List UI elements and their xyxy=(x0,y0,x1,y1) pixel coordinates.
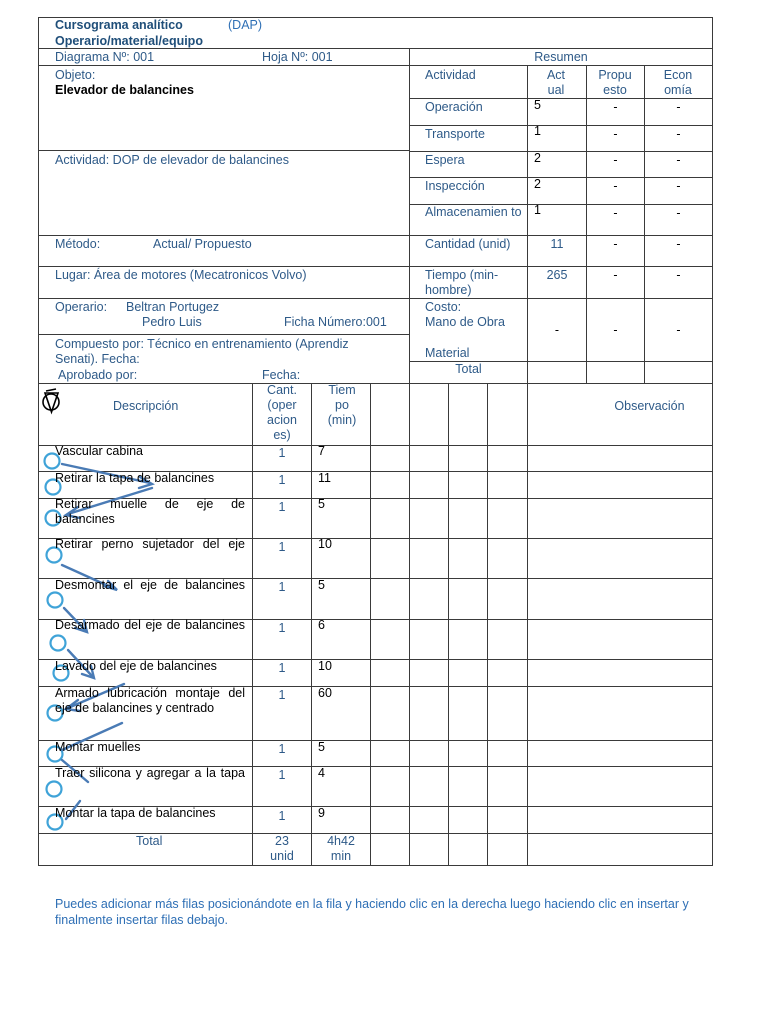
summary-row-actual: 2 xyxy=(534,177,541,191)
step-quantity: 1 xyxy=(278,742,286,756)
ficha-number: Ficha Número:001 xyxy=(284,315,387,329)
mano-obra-label: Mano de Obra xyxy=(425,315,505,329)
total-quantity: 23 unid xyxy=(270,834,294,863)
step-description: Lavado del eje de balancines xyxy=(55,659,217,673)
step-description: Retirar muelle de eje de balancines xyxy=(55,497,245,526)
operation-circle-icon xyxy=(48,593,63,608)
total-time: 4h42 min xyxy=(327,834,355,863)
summary-col-actual: Act ual xyxy=(546,68,566,97)
step-time: 5 xyxy=(318,497,325,511)
summary-row-actual: 5 xyxy=(534,98,541,112)
operario-name-1: Beltran Portugez xyxy=(126,300,220,314)
objeto-value: Elevador de balancines xyxy=(55,83,194,97)
compuesto-line-1: Compuesto por: Técnico en entrenamiento (Aprendiz xyxy=(55,337,349,351)
step-time: 60 xyxy=(318,686,332,700)
summary-row-propuesto: - xyxy=(613,100,618,114)
step-quantity: 1 xyxy=(278,473,286,487)
step-time: 4 xyxy=(318,766,325,780)
summary-col-propuesto: Propu esto xyxy=(598,68,632,97)
summary-row-propuesto: - xyxy=(613,153,618,167)
col-observacion: Observación xyxy=(614,399,685,413)
metodo-label: Método: xyxy=(55,237,101,251)
step-quantity: 1 xyxy=(278,540,286,554)
summary-heading: Resumen xyxy=(534,50,588,64)
step-time: 7 xyxy=(318,444,325,458)
summary-row-name: Espera xyxy=(425,153,465,167)
step-quantity: 1 xyxy=(278,768,286,782)
col-tiempo: Tiem po (min) xyxy=(327,383,357,427)
material-label: Material xyxy=(425,346,470,360)
summary-row-name: Inspección xyxy=(425,179,485,193)
operario-name-2: Pedro Luis xyxy=(142,315,202,329)
step-time: 10 xyxy=(318,537,332,551)
metodo-value: Actual/ Propuesto xyxy=(153,237,252,251)
step-time: 9 xyxy=(318,806,325,820)
step-quantity: 1 xyxy=(278,500,286,514)
summary-row-actual: 1 xyxy=(534,203,541,217)
step-quantity: 1 xyxy=(278,621,286,635)
summary-row-name: Tiempo (min-hombre) xyxy=(425,268,499,297)
step-description: Armado lubricación montaje del eje de balancines y centrado xyxy=(55,686,245,715)
summary-row-actual: 1 xyxy=(534,124,541,138)
step-description: Desarmado del eje de balancines xyxy=(55,618,245,632)
summary-row-actual: 2 xyxy=(534,151,541,165)
document-title-tag: (DAP) xyxy=(228,18,263,32)
step-description: Montar la tapa de balancines xyxy=(55,806,216,820)
step-description: Retirar perno sujetador del eje xyxy=(55,537,245,551)
step-description: Traer silicona y agregar a la tapa xyxy=(55,766,245,780)
summary-col-actividad: Actividad xyxy=(425,68,476,82)
col-cantidad: Cant. (oper acion es) xyxy=(267,383,297,442)
step-description: Montar muelles xyxy=(55,740,141,754)
step-quantity: 1 xyxy=(278,661,286,675)
summary-row-economia: - xyxy=(676,127,681,141)
aprobado-label: Aprobado por: xyxy=(58,368,138,382)
summary-row-propuesto: - xyxy=(613,268,618,282)
costo-economia: - xyxy=(676,323,681,337)
step-time: 5 xyxy=(318,740,325,754)
summary-row-name: Cantidad (unid) xyxy=(425,237,511,251)
step-time: 6 xyxy=(318,618,325,632)
total-label: Total xyxy=(136,834,163,848)
step-time: 5 xyxy=(318,578,325,592)
step-time: 10 xyxy=(318,659,332,673)
step-quantity: 1 xyxy=(278,580,286,594)
summary-row-propuesto: - xyxy=(613,237,618,251)
fecha-label: Fecha: xyxy=(262,368,301,382)
step-quantity: 1 xyxy=(278,446,286,460)
objeto-label: Objeto: xyxy=(55,68,96,82)
col-descripcion: Descripción xyxy=(113,399,179,413)
operario-label: Operario: xyxy=(55,300,108,314)
step-description: Vascular cabina xyxy=(55,444,144,458)
sheet-number: Hoja Nº: 001 xyxy=(262,50,333,64)
instruction-note: Puedes adicionar más filas posicionándote en la fila y haciendo clic en la derecha luego haciendo clic en insertar y finalmente insertar filas debajo. xyxy=(55,897,689,927)
lugar-field: Lugar: Área de motores (Mecatronicos Volvo) xyxy=(55,268,307,282)
step-quantity: 1 xyxy=(278,809,286,823)
operation-inspection-symbol-icon xyxy=(43,389,59,412)
summary-total-label: Total xyxy=(455,362,482,376)
costo-propuesto: - xyxy=(613,323,618,337)
summary-row-propuesto: - xyxy=(613,179,618,193)
summary-row-name: Operación xyxy=(425,100,483,114)
compuesto-line-2: Senati). Fecha: xyxy=(55,352,140,366)
summary-row-propuesto: - xyxy=(613,127,618,141)
actividad-field: Actividad: DOP de elevador de balancines xyxy=(55,153,289,167)
summary-row-actual: 11 xyxy=(550,237,564,251)
summary-row-name: Transporte xyxy=(425,127,485,141)
costo-label: Costo: xyxy=(425,300,462,314)
step-description: Retirar la tapa de balancines xyxy=(55,471,215,485)
step-description: Desmontar el eje de balancines xyxy=(55,578,245,592)
step-time: 11 xyxy=(318,471,331,485)
summary-row-economia: - xyxy=(676,100,681,114)
summary-col-economia: Econ omía xyxy=(663,68,693,97)
summary-row-economia: - xyxy=(676,268,681,282)
summary-row-name: Almacenamien to xyxy=(425,205,522,219)
summary-row-economia: - xyxy=(676,179,681,193)
summary-row-actual: 265 xyxy=(546,268,568,282)
document-subtitle: Operario/material/equipo xyxy=(55,34,203,48)
step-quantity: 1 xyxy=(278,688,286,702)
operation-circle-icon xyxy=(47,782,62,797)
document-title: Cursograma analítico xyxy=(55,18,183,32)
diagram-number: Diagrama Nº: 001 xyxy=(55,50,155,64)
summary-row-economia: - xyxy=(676,206,681,220)
summary-row-economia: - xyxy=(676,153,681,167)
summary-row-economia: - xyxy=(676,237,681,251)
operation-circle-icon xyxy=(51,636,66,651)
costo-actual: - xyxy=(554,323,560,337)
summary-row-propuesto: - xyxy=(613,206,618,220)
